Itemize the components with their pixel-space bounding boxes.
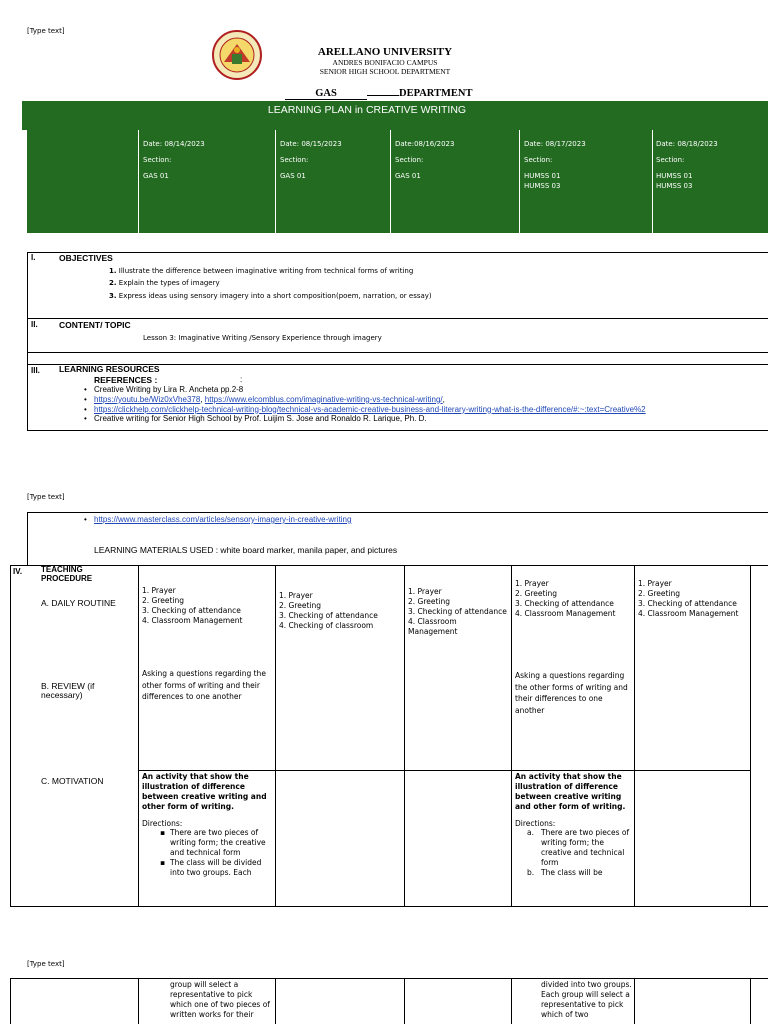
session-3: Date:08/16/2023 Section: GAS 01 bbox=[395, 140, 455, 181]
strand-label: GAS bbox=[285, 88, 367, 100]
objective-item: 1. Illustrate the difference between imaginative writing from technical forms of writing bbox=[109, 267, 414, 275]
objectives-num: I. bbox=[31, 253, 36, 262]
session-4: Date: 08/17/2023 Section: HUMSS 01 HUMSS 03 bbox=[524, 140, 586, 191]
page3-cell-1: group will select a representative to pick which one of two pieces of written works for their bbox=[170, 980, 270, 1019]
reference-link[interactable]: https://youtu.be/Wiz0xVhe378 bbox=[94, 394, 201, 404]
session-2: Date: 08/15/2023 Section: GAS 01 bbox=[280, 140, 342, 181]
daily-routine-label: A. DAILY ROUTINE bbox=[41, 598, 116, 608]
page3-cell-4: divided into two groups. Each group will select a representative to pick which of two bbox=[541, 980, 632, 1019]
objectives-heading: OBJECTIVES bbox=[59, 253, 113, 263]
content-topic: Lesson 3: Imaginative Writing /Sensory Experience through imagery bbox=[143, 334, 382, 342]
reference-item: • https://youtu.be/Wiz0xVhe378, https://www.elcomblus.com/imaginative-writing-vs-technical-writing/, bbox=[94, 395, 646, 405]
daily-routine-4: 1. Prayer 2. Greeting 3. Checking of attendance 4. Classroom Management bbox=[515, 579, 616, 618]
session-5: Date: 08/18/2023 Section: HUMSS 01 HUMSS 03 bbox=[656, 140, 718, 191]
session-1: Date: 08/14/2023 Section: GAS 01 bbox=[143, 140, 205, 181]
page3-header-note: [Type text] bbox=[27, 960, 65, 968]
review-4: Asking a questions regarding the other forms of writing and their differences to one another bbox=[515, 671, 628, 715]
content-heading: CONTENT/ TOPIC bbox=[59, 320, 131, 330]
university-name: ARELLANO UNIVERSITY bbox=[317, 46, 453, 58]
resources-num: III. bbox=[31, 366, 40, 375]
reference-link[interactable]: https://www.elcomblus.com/imaginative-writing-vs-technical-writing/ bbox=[204, 394, 443, 404]
list-item: b. The class will be bbox=[527, 868, 603, 878]
plan-title: LEARNING PLAN in CREATIVE WRITING bbox=[267, 104, 467, 116]
reference-link[interactable]: https://www.masterclass.com/articles/sensory-imagery-in-creative-writing bbox=[94, 515, 352, 524]
masterclass-reference bbox=[94, 515, 351, 524]
reference-item: • Creative Writing by Lira R. Ancheta pp.2-8 bbox=[94, 385, 646, 395]
university-campus: ANDRES BONIFACIO CAMPUS bbox=[332, 58, 438, 67]
motivation-4: An activity that show the illustration of difference between creative writing and other form of writing. Directions: a. There are two pieces of writing form; the creative and technical form b. The class will be bbox=[515, 772, 630, 878]
list-item: a. There are two pieces of writing form; the creative and technical form bbox=[527, 828, 630, 868]
resources-heading: LEARNING RESOURCES bbox=[59, 364, 160, 374]
references-list bbox=[94, 385, 646, 424]
reference-item bbox=[94, 405, 646, 415]
university-seal-icon bbox=[212, 30, 262, 80]
daily-routine-3: 1. Prayer 2. Greeting 3. Checking of attendance 4. Classroom Management bbox=[408, 587, 507, 636]
page2-header-note: [Type text] bbox=[27, 493, 65, 501]
learning-materials: LEARNING MATERIALS USED : white board marker, manila paper, and pictures bbox=[94, 545, 398, 555]
teaching-num: IV. bbox=[13, 567, 23, 576]
review-label: B. REVIEW (if necessary) bbox=[41, 681, 95, 701]
references-label: REFERENCES : bbox=[94, 375, 158, 385]
objectives-list bbox=[109, 265, 432, 302]
daily-routine-1: 1. Prayer 2. Greeting 3. Checking of attendance 4. Classroom Management bbox=[142, 586, 243, 625]
list-item: ▪ The class will be divided into two groups. Each bbox=[160, 858, 262, 878]
review-1: Asking a questions regarding the other forms of writing and their differences to one another bbox=[142, 669, 266, 702]
motivation-1: An activity that show the illustration of difference between creative writing and other form of writing. Directions: ▪ There are two pieces of writing form; the creative and technical form ▪ The class will be divided into two groups. Each bbox=[142, 772, 272, 878]
department-label: DEPARTMENT bbox=[399, 88, 473, 99]
list-item: ▪ There are two pieces of writing form; the creative and technical form bbox=[160, 828, 266, 858]
header-note: [Type text] bbox=[27, 27, 65, 35]
reference-link[interactable]: https://clickhelp.com/clickhelp-technical-writing-blog/technical-vs-academic-creative-business-and-literary-writing-what-is-the-difference/#:~:text=Creative%2 bbox=[94, 404, 646, 414]
department-line bbox=[285, 88, 473, 100]
reference-item: • Creative writing for Senior High School by Prof. Luijim S. Jose and Ronaldo R. Larique, Ph. D. bbox=[94, 414, 646, 424]
university-department: SENIOR HIGH SCHOOL DEPARTMENT bbox=[319, 67, 451, 76]
daily-routine-5: 1. Prayer 2. Greeting 3. Checking of attendance 4. Classroom Management bbox=[638, 579, 739, 618]
objective-item: 3. Express ideas using sensory imagery into a short composition(poem, narration, or essay) bbox=[109, 291, 432, 300]
references-colon: : bbox=[240, 375, 243, 384]
objective-item: 2. Explain the types of imagery bbox=[109, 279, 220, 288]
teaching-heading: TEACHING PROCEDURE bbox=[41, 565, 93, 583]
content-num: II. bbox=[31, 320, 38, 329]
daily-routine-2: 1. Prayer 2. Greeting 3. Checking of attendance 4. Checking of classroom bbox=[279, 591, 378, 630]
motivation-label: C. MOTIVATION bbox=[41, 776, 104, 786]
